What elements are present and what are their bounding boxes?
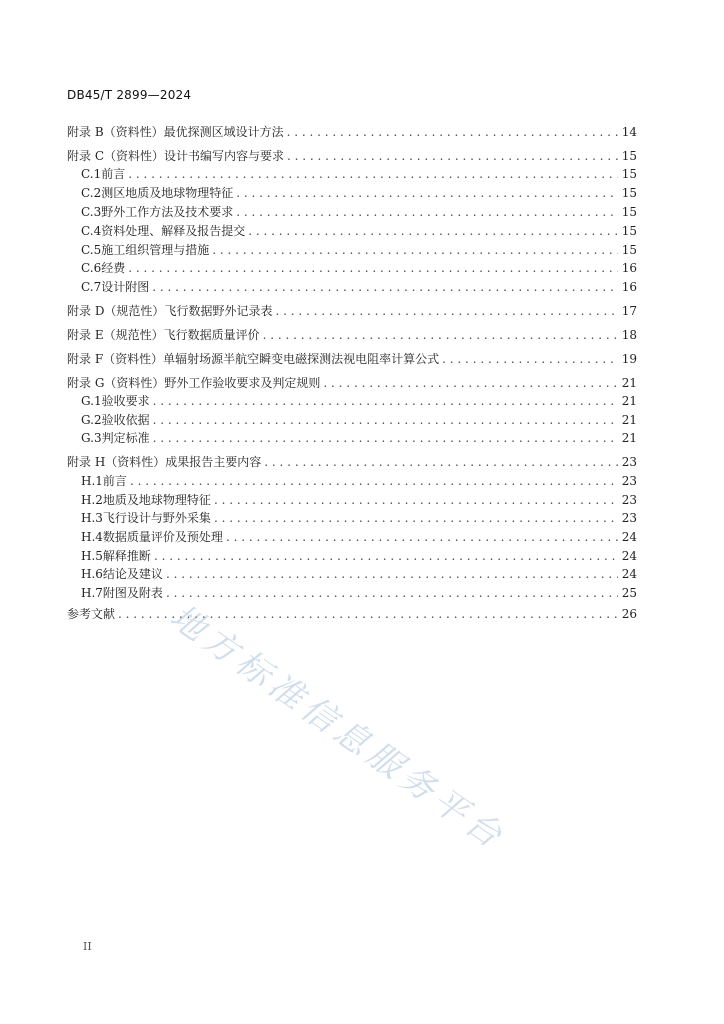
toc-leader-dots <box>287 148 618 164</box>
toc-leader-dots <box>263 327 618 343</box>
toc-leader-dots <box>214 510 618 526</box>
toc-entry[interactable] <box>67 185 637 201</box>
toc-entry-title: 前言 <box>101 167 126 181</box>
toc-entry-page: 23 <box>621 493 637 507</box>
toc-entry-page: 19 <box>621 352 637 366</box>
toc-entry-page: 15 <box>621 224 637 238</box>
toc-entry-page: 14 <box>621 125 637 139</box>
toc-entry-page: 15 <box>621 243 637 257</box>
toc-entry[interactable] <box>67 473 637 489</box>
toc-entry[interactable] <box>67 327 637 343</box>
toc-entry-title: 最优探测区域设计方法 <box>163 125 284 139</box>
toc-entry[interactable] <box>67 454 637 470</box>
toc-entry-code: H.1 <box>81 474 103 488</box>
toc-entry-page: 21 <box>621 394 637 408</box>
toc-leader-dots <box>287 124 618 140</box>
toc-entry-title: 野外工作方法及技术要求 <box>101 205 234 219</box>
toc-entry-code: C.7 <box>81 280 102 294</box>
toc-entry-title: 验收依据 <box>101 413 150 427</box>
document-id: DB45/T 2899—2024 <box>67 88 192 102</box>
toc-entry-title: 飞行数据质量评价 <box>163 328 260 342</box>
toc-entry-page: 24 <box>621 567 637 581</box>
toc-entry-page: 25 <box>621 586 637 600</box>
toc-entry[interactable] <box>67 529 637 545</box>
toc-entry-code: C.1 <box>81 167 102 181</box>
toc-leader-dots <box>154 548 618 564</box>
toc-leader-dots <box>128 260 618 276</box>
toc-entry-title: 结论及建议 <box>102 567 163 581</box>
toc-entry[interactable] <box>67 148 637 164</box>
toc-entry-code: 附录 B（资料性） <box>67 125 164 139</box>
toc-leader-dots <box>236 204 618 220</box>
toc-entry[interactable] <box>67 430 637 446</box>
toc-entry-code: G.3 <box>81 431 102 445</box>
toc-leader-dots <box>166 585 618 601</box>
toc-entry-code: G.1 <box>81 394 102 408</box>
toc-entry-code: 附录 C（资料性） <box>67 149 164 163</box>
toc-entry-code: C.3 <box>81 205 102 219</box>
toc-entry-code: C.2 <box>81 186 102 200</box>
toc-entry-page: 21 <box>621 413 637 427</box>
toc-entry[interactable] <box>67 492 637 508</box>
toc-entry-title: 单辐射场源半航空瞬变电磁探测法视电阻率计算公式 <box>163 352 440 366</box>
toc-entry[interactable] <box>67 606 637 622</box>
toc-entry-page: 18 <box>621 328 637 342</box>
toc-entry[interactable] <box>67 351 637 367</box>
toc-entry[interactable] <box>67 223 637 239</box>
toc-leader-dots <box>212 242 618 258</box>
toc-entry-title: 前言 <box>102 474 127 488</box>
toc-leader-dots <box>153 430 618 446</box>
toc-entry-page: 16 <box>621 280 637 294</box>
toc-leader-dots <box>130 473 618 489</box>
toc-entry-page: 26 <box>621 607 637 621</box>
watermark: 地方标准信息服务平台 <box>162 596 514 859</box>
toc-entry-title: 参考文献 <box>67 607 116 621</box>
toc-leader-dots <box>153 393 618 409</box>
toc-leader-dots <box>226 529 618 545</box>
toc-entry-title: 设计书编写内容与要求 <box>164 149 285 163</box>
toc-entry-title: 施工组织管理与措施 <box>101 243 210 257</box>
toc-entry-title: 成果报告主要内容 <box>165 455 262 469</box>
toc-entry[interactable] <box>67 279 637 295</box>
toc-entry[interactable] <box>67 375 637 391</box>
toc-entry-page: 16 <box>621 261 637 275</box>
toc-entry-title: 设计附图 <box>101 280 150 294</box>
toc-entry-page: 23 <box>621 511 637 525</box>
toc-entry-page: 15 <box>621 186 637 200</box>
toc-entry-title: 数据质量评价及预处理 <box>102 530 223 544</box>
toc-entry[interactable] <box>67 566 637 582</box>
toc-entry-page: 15 <box>621 149 637 163</box>
toc-entry-page: 21 <box>621 431 637 445</box>
toc-entry-title: 验收要求 <box>101 394 150 408</box>
toc-leader-dots <box>214 492 618 508</box>
toc-entry-title: 附图及附表 <box>102 586 163 600</box>
toc-leader-dots <box>442 351 618 367</box>
toc-entry[interactable] <box>67 124 637 140</box>
toc-entry-title: 解释推断 <box>102 549 151 563</box>
toc-entry-title: 测区地质及地球物理特征 <box>101 186 234 200</box>
toc-entry-page: 15 <box>621 167 637 181</box>
toc-leader-dots <box>275 303 618 319</box>
toc-entry-code: 附录 F（资料性） <box>67 352 164 366</box>
toc-entry-code: H.4 <box>81 530 103 544</box>
toc-entry-code: 附录 H（资料性） <box>67 455 166 469</box>
toc-entry-code: 附录 G（资料性） <box>67 376 165 390</box>
toc-entry-code: 附录 D（规范性） <box>67 304 165 318</box>
toc-entry-title: 地质及地球物理特征 <box>102 493 211 507</box>
toc-entry-title: 资料处理、解释及报告提交 <box>101 224 246 238</box>
toc-entry-title: 判定标准 <box>101 431 150 445</box>
toc-entry[interactable] <box>67 260 637 276</box>
toc-entry-page: 23 <box>621 474 637 488</box>
toc-entry-title: 经费 <box>101 261 126 275</box>
toc-entry-page: 15 <box>621 205 637 219</box>
toc-entry-code: H.7 <box>81 586 103 600</box>
toc-entry-code: 附录 E（规范性） <box>67 328 164 342</box>
toc-leader-dots <box>152 279 618 295</box>
toc-entry[interactable] <box>67 242 637 258</box>
toc-entry[interactable] <box>67 548 637 564</box>
toc-entry[interactable] <box>67 166 637 182</box>
toc-entry-page: 23 <box>621 455 637 469</box>
toc-leader-dots <box>323 375 618 391</box>
toc-entry-title: 飞行数据野外记录表 <box>164 304 273 318</box>
toc-leader-dots <box>236 185 618 201</box>
toc-entry-code: H.5 <box>81 549 103 563</box>
toc-leader-dots <box>128 166 618 182</box>
toc-entry-code: H.2 <box>81 493 103 507</box>
toc-entry-code: C.4 <box>81 224 102 238</box>
page-number: II <box>83 940 92 953</box>
toc-entry[interactable] <box>67 204 637 220</box>
toc-entry-title: 野外工作验收要求及判定规则 <box>164 376 321 390</box>
toc-entry-code: C.6 <box>81 261 102 275</box>
toc-entry[interactable] <box>67 510 637 526</box>
toc-entry-code: G.2 <box>81 413 102 427</box>
toc-leader-dots <box>166 566 618 582</box>
toc-entry-page: 24 <box>621 530 637 544</box>
toc-entry-page: 17 <box>621 304 637 318</box>
toc-leader-dots <box>153 412 618 428</box>
toc-entry-code: C.5 <box>81 243 102 257</box>
toc-entry[interactable] <box>67 412 637 428</box>
toc-leader-dots <box>264 454 618 470</box>
toc-entry[interactable] <box>67 585 637 601</box>
toc-entry-title: 飞行设计与野外采集 <box>102 511 211 525</box>
toc-entry[interactable] <box>67 303 637 319</box>
toc-entry[interactable] <box>67 393 637 409</box>
toc-entry-code: H.6 <box>81 567 103 581</box>
toc-entry-page: 21 <box>621 376 637 390</box>
toc-entry-page: 24 <box>621 549 637 563</box>
toc-entry-code: H.3 <box>81 511 103 525</box>
toc-leader-dots <box>248 223 618 239</box>
